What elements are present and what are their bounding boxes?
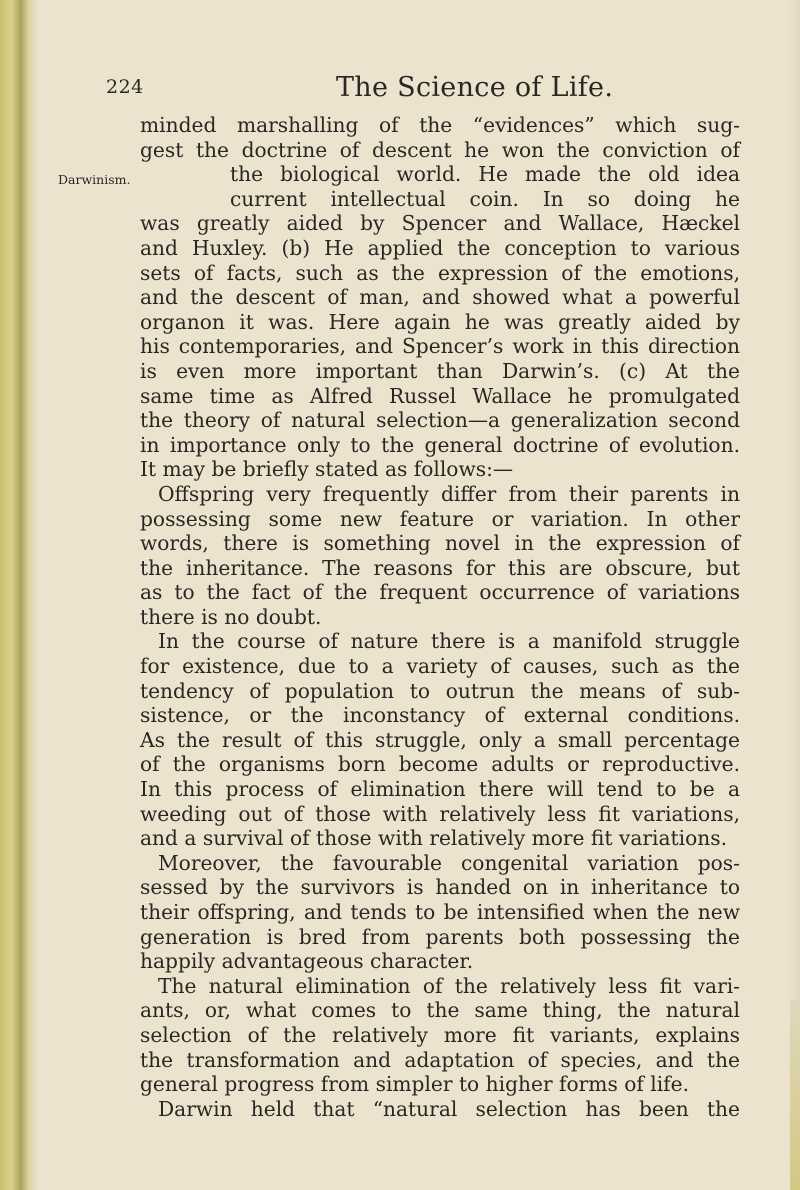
page-header (106, 72, 726, 110)
text-line: ants, or, what comes to the same thing, the natural (140, 998, 740, 1023)
text-line: Moreover, the favourable congenital variation pos- (158, 850, 740, 875)
body-text (140, 113, 740, 1121)
text-line: gest the doctrine of descent he won the conviction of (140, 137, 740, 162)
text-line: the biological world. He made the old idea (230, 162, 740, 187)
text-line: The natural elimination of the relatively less fit vari- (158, 973, 740, 998)
text-line: Offspring very frequently differ from their parents in (158, 481, 740, 506)
text-line: sessed by the survivors is handed on in inheritance to (140, 875, 740, 900)
text-line: for existence, due to a variety of causes, such as the (140, 654, 740, 679)
page-edge-bottom (790, 1000, 800, 1190)
text-line: in importance only to the general doctrine of evolution. (140, 432, 740, 457)
text-line: generation is bred from parents both possessing the (140, 924, 740, 949)
margin-note: Darwinism. (58, 172, 131, 187)
text-line: and Huxley. (b) He applied the conception to various (140, 235, 740, 260)
text-line: there is no doubt. (140, 604, 322, 629)
text-line: selection of the relatively more fit variants, explains (140, 1022, 740, 1047)
text-line: sistence, or the inconstancy of external conditions. (140, 703, 740, 728)
text-line: same time as Alfred Russel Wallace he promulgated (140, 383, 740, 408)
text-line: of the organisms born become adults or reproductive. (140, 752, 740, 777)
binding-gutter (0, 0, 38, 1190)
text-line: his contemporaries, and Spencer’s work in this direction (140, 334, 740, 359)
page-number: 224 (106, 76, 144, 98)
text-line: the inheritance. The reasons for this are obscure, but (140, 555, 740, 580)
text-line: In this process of elimination there will tend to be a (140, 777, 740, 802)
text-line: minded marshalling of the “evidences” which sug- (140, 113, 740, 137)
text-line: tendency of population to outrun the means of sub- (140, 678, 740, 703)
text-line: current intellectual coin. In so doing he (230, 186, 740, 211)
text-line: Darwin held that “natural selection has been the (158, 1096, 740, 1121)
text-line: sets of facts, such as the expression of the emotions, (140, 260, 740, 285)
text-line: happily advantageous character. (140, 949, 474, 974)
text-line: is even more important than Darwin’s. (c) At the (140, 358, 740, 383)
text-line: was greatly aided by Spencer and Wallace, Hæckel (140, 211, 740, 236)
text-line: organon it was. Here again he was greatly aided by (140, 309, 740, 334)
text-line: and the descent of man, and showed what a powerful (140, 285, 740, 310)
text-line: As the result of this struggle, only a small percentage (140, 727, 740, 752)
text-line: In the course of nature there is a manifold struggle (158, 629, 740, 654)
text-line: and a survival of those with relatively more fit variations. (140, 826, 727, 851)
text-line: possessing some new feature or variation. In other (140, 506, 740, 531)
text-line: general progress from simpler to higher forms of life. (140, 1072, 690, 1097)
running-title: The Science of Life. (336, 72, 614, 103)
text-line: words, there is something novel in the expression of (140, 531, 740, 556)
text-line: the theory of natural selection—a generalization second (140, 408, 740, 433)
text-line: their offspring, and tends to be intensified when the new (140, 900, 740, 924)
text-line: as to the fact of the frequent occurrence of variations (140, 580, 740, 605)
text-line: the transformation and adaptation of species, and the (140, 1047, 740, 1072)
text-line: It may be briefly stated as follows:— (140, 457, 514, 482)
text-line: weeding out of those with relatively less fit variations, (140, 801, 740, 826)
